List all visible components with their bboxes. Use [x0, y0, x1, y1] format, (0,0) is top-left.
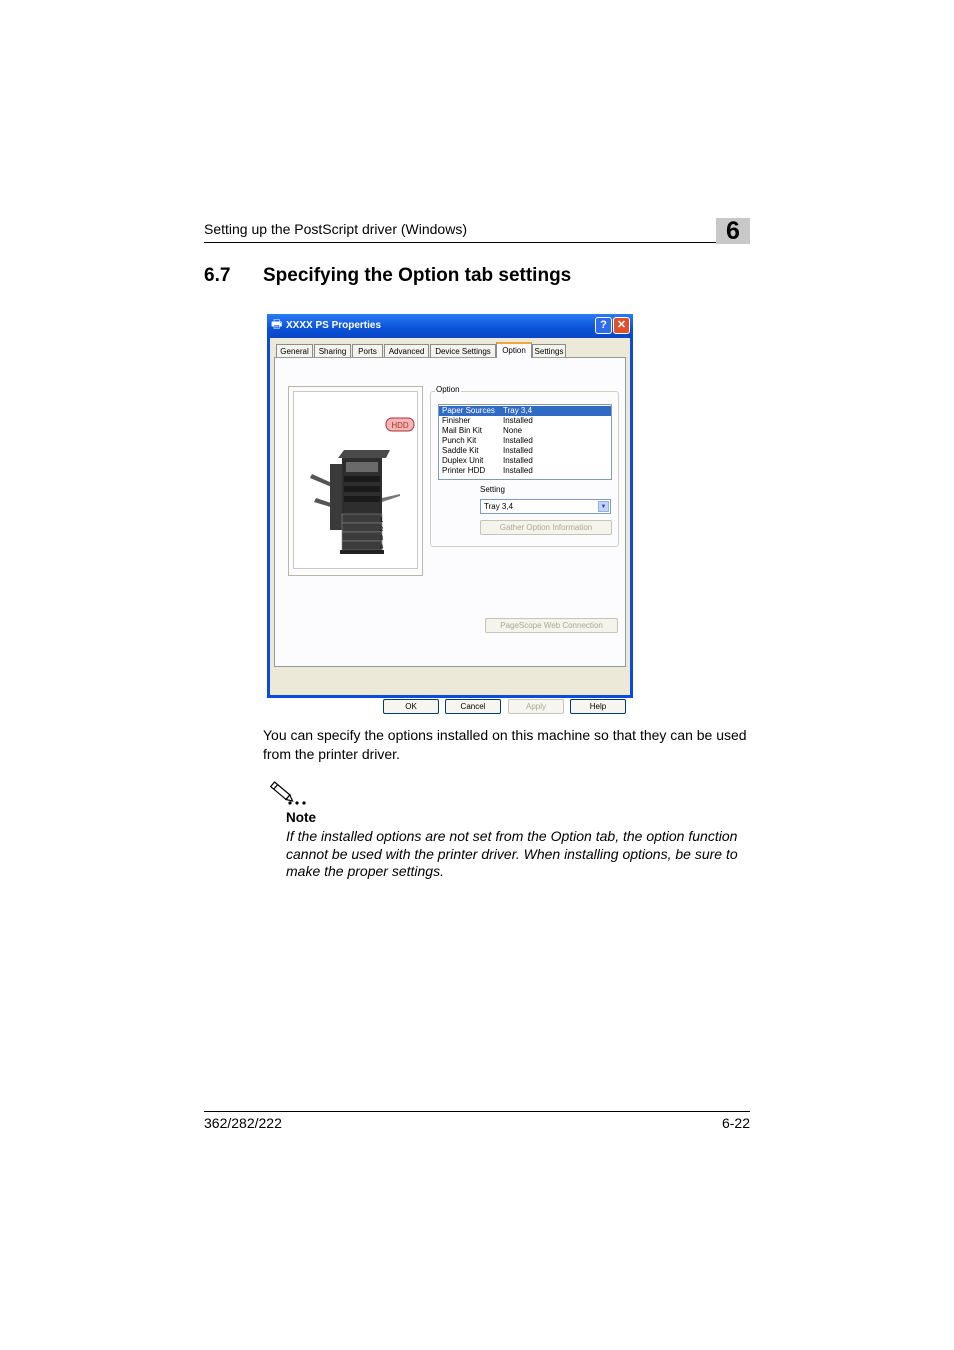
tab-general[interactable]: General [276, 344, 313, 357]
section-title: Specifying the Option tab settings [263, 265, 572, 286]
option-value: Installed [503, 436, 533, 445]
option-value: Installed [503, 416, 533, 425]
option-name: Duplex Unit [442, 456, 484, 465]
tray-number: 3 [380, 536, 384, 542]
tray-number: 4 [380, 545, 384, 551]
option-group-label: Option [436, 385, 460, 394]
section-heading [204, 265, 571, 287]
tab-ports[interactable]: Ports [352, 344, 383, 357]
option-value: Installed [503, 446, 533, 455]
apply-button[interactable]: Apply [508, 699, 564, 714]
list-item[interactable] [439, 426, 611, 436]
option-value: Tray 3,4 [503, 406, 533, 415]
machine-preview [293, 391, 418, 569]
tab-settings[interactable]: Settings [532, 344, 566, 357]
intro-paragraph: You can specify the options installed on this machine so that they can be used from the printer driver. [263, 727, 747, 762]
section-number: 6.7 [204, 265, 231, 286]
copier-illustration-icon [294, 392, 417, 568]
note-heading: Note [286, 810, 316, 825]
dialog-title: XXXX PS Properties [286, 320, 382, 331]
properties-dialog [267, 314, 633, 711]
list-item[interactable] [439, 416, 611, 426]
pencil-note-icon [264, 780, 312, 811]
list-item[interactable] [439, 446, 611, 456]
list-item[interactable] [439, 456, 611, 466]
option-value: None [503, 426, 523, 435]
help-button[interactable]: Help [570, 699, 626, 714]
setting-selected-value: Tray 3,4 [484, 502, 514, 511]
chevron-down-icon[interactable]: ▼ [598, 501, 609, 512]
option-name: Punch Kit [442, 436, 477, 445]
list-item[interactable] [439, 436, 611, 446]
option-list[interactable] [438, 404, 612, 480]
running-title: Setting up the PostScript driver (Windows) [204, 221, 467, 237]
tray-number: 1 [380, 518, 384, 524]
dialog-client [270, 338, 630, 711]
footer-model: 362/282/222 [204, 1115, 282, 1131]
note-text: If the installed options are not set from the Option tab, the option function cannot be used with the printer driver. When installing options, be sure to make the proper settings. [286, 828, 738, 879]
option-value: Installed [503, 456, 533, 465]
setting-label: Setting [480, 485, 505, 494]
tab-sharing[interactable]: Sharing [314, 344, 351, 357]
footer-rule [204, 1111, 750, 1112]
cancel-button[interactable]: Cancel [445, 699, 501, 714]
tab-option[interactable]: Option [496, 342, 532, 358]
setting-dropdown[interactable] [480, 499, 611, 514]
tab-device-settings[interactable]: Device Settings [430, 344, 496, 357]
list-item[interactable] [439, 406, 611, 416]
header-rule [204, 242, 750, 243]
option-name: Printer HDD [442, 466, 486, 475]
option-name: Finisher [442, 416, 471, 425]
chapter-number: 6 [726, 217, 740, 245]
option-name: Saddle Kit [442, 446, 479, 455]
help-title-button[interactable]: ? [595, 317, 612, 334]
title-bar[interactable] [267, 314, 633, 338]
list-item[interactable] [439, 466, 611, 476]
option-value: Installed [503, 466, 533, 475]
option-name: Paper Sources [442, 406, 495, 415]
option-name: Mail Bin Kit [442, 426, 483, 435]
close-button[interactable]: ✕ [613, 317, 630, 334]
pagescope-web-connection-button[interactable]: PageScope Web Connection [485, 618, 618, 633]
machine-preview-frame [288, 386, 423, 576]
gather-option-information-button[interactable]: Gather Option Information [480, 520, 612, 535]
hdd-badge: HDD [391, 421, 409, 430]
option-tab-panel [274, 357, 626, 667]
ok-button[interactable]: OK [383, 699, 439, 714]
tray-number: 2 [380, 527, 384, 533]
printer-icon: 🖶 [271, 317, 283, 331]
footer-page-number: 6-22 [721, 1115, 750, 1131]
tab-advanced[interactable]: Advanced [384, 344, 429, 357]
